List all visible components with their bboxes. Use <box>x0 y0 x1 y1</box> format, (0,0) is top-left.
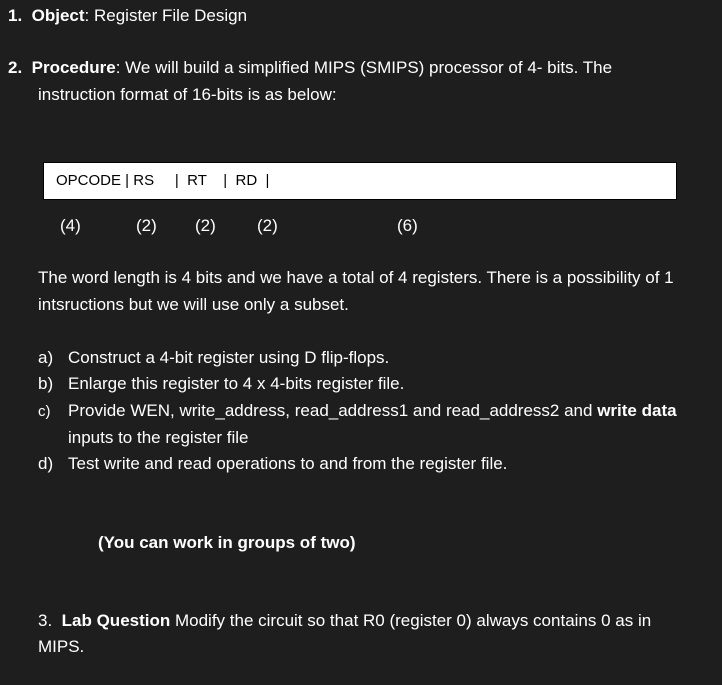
list-item-letter: c) <box>38 403 51 420</box>
group-note-text: (You can work in groups of two) <box>98 533 356 552</box>
list-item-letter: a) <box>38 348 54 367</box>
section-1-label: Object <box>31 6 85 25</box>
section-2-label: Procedure <box>31 58 116 77</box>
field-width-opcode: (4) <box>60 216 81 235</box>
section-3-label: Lab Question <box>61 611 171 630</box>
section-2-heading <box>8 58 612 78</box>
section-3-heading <box>38 611 651 631</box>
list-item-text: Enlarge this register to 4 x 4-bits register file. <box>68 374 405 393</box>
paragraph-line1: The word length is 4 bits and we have a total of 4 registers. There is a possibility of 1 <box>38 268 674 287</box>
section-2-text-line2: instruction format of 16-bits is as below: <box>38 85 337 104</box>
section-2-text-line1: : We will build a simplified MIPS (SMIPS) processor of 4- bits. The <box>115 58 613 77</box>
section-2-number: 2. <box>8 58 23 77</box>
section-1-heading <box>8 6 247 26</box>
field-width-remaining: (6) <box>397 216 418 235</box>
field-width-rs: (2) <box>136 216 157 235</box>
paragraph-line2: intsructions but we will use only a subset. <box>38 295 349 314</box>
section-1-text: : Register File Design <box>84 6 248 25</box>
instruction-format-text: OPCODE | RS | RT | RD | <box>56 172 270 189</box>
group-note <box>98 533 356 553</box>
section-3-number: 3. <box>38 611 53 630</box>
field-width-rd: (2) <box>257 216 278 235</box>
list-item-text-prefix: Provide WEN, write_address, read_address1 and read_address2 and <box>68 401 598 420</box>
section-1-number: 1. <box>8 6 23 25</box>
list-item-text: Test write and read operations to and from the register file. <box>68 454 508 473</box>
list-item-text-line2: inputs to the register file <box>68 428 249 447</box>
section-3-text-line2: MIPS. <box>38 637 85 656</box>
section-3-text-line1: Modify the circuit so that R0 (register 0) always contains 0 as in <box>170 611 652 630</box>
list-item-letter: d) <box>38 454 54 473</box>
list-item-text-bold: write data <box>597 401 677 420</box>
list-item-text: Construct a 4-bit register using D flip-flops. <box>68 348 390 367</box>
list-item-letter: b) <box>38 374 54 393</box>
instruction-format-box <box>43 162 677 200</box>
field-width-rt: (2) <box>195 216 216 235</box>
list-item-text <box>68 401 677 421</box>
